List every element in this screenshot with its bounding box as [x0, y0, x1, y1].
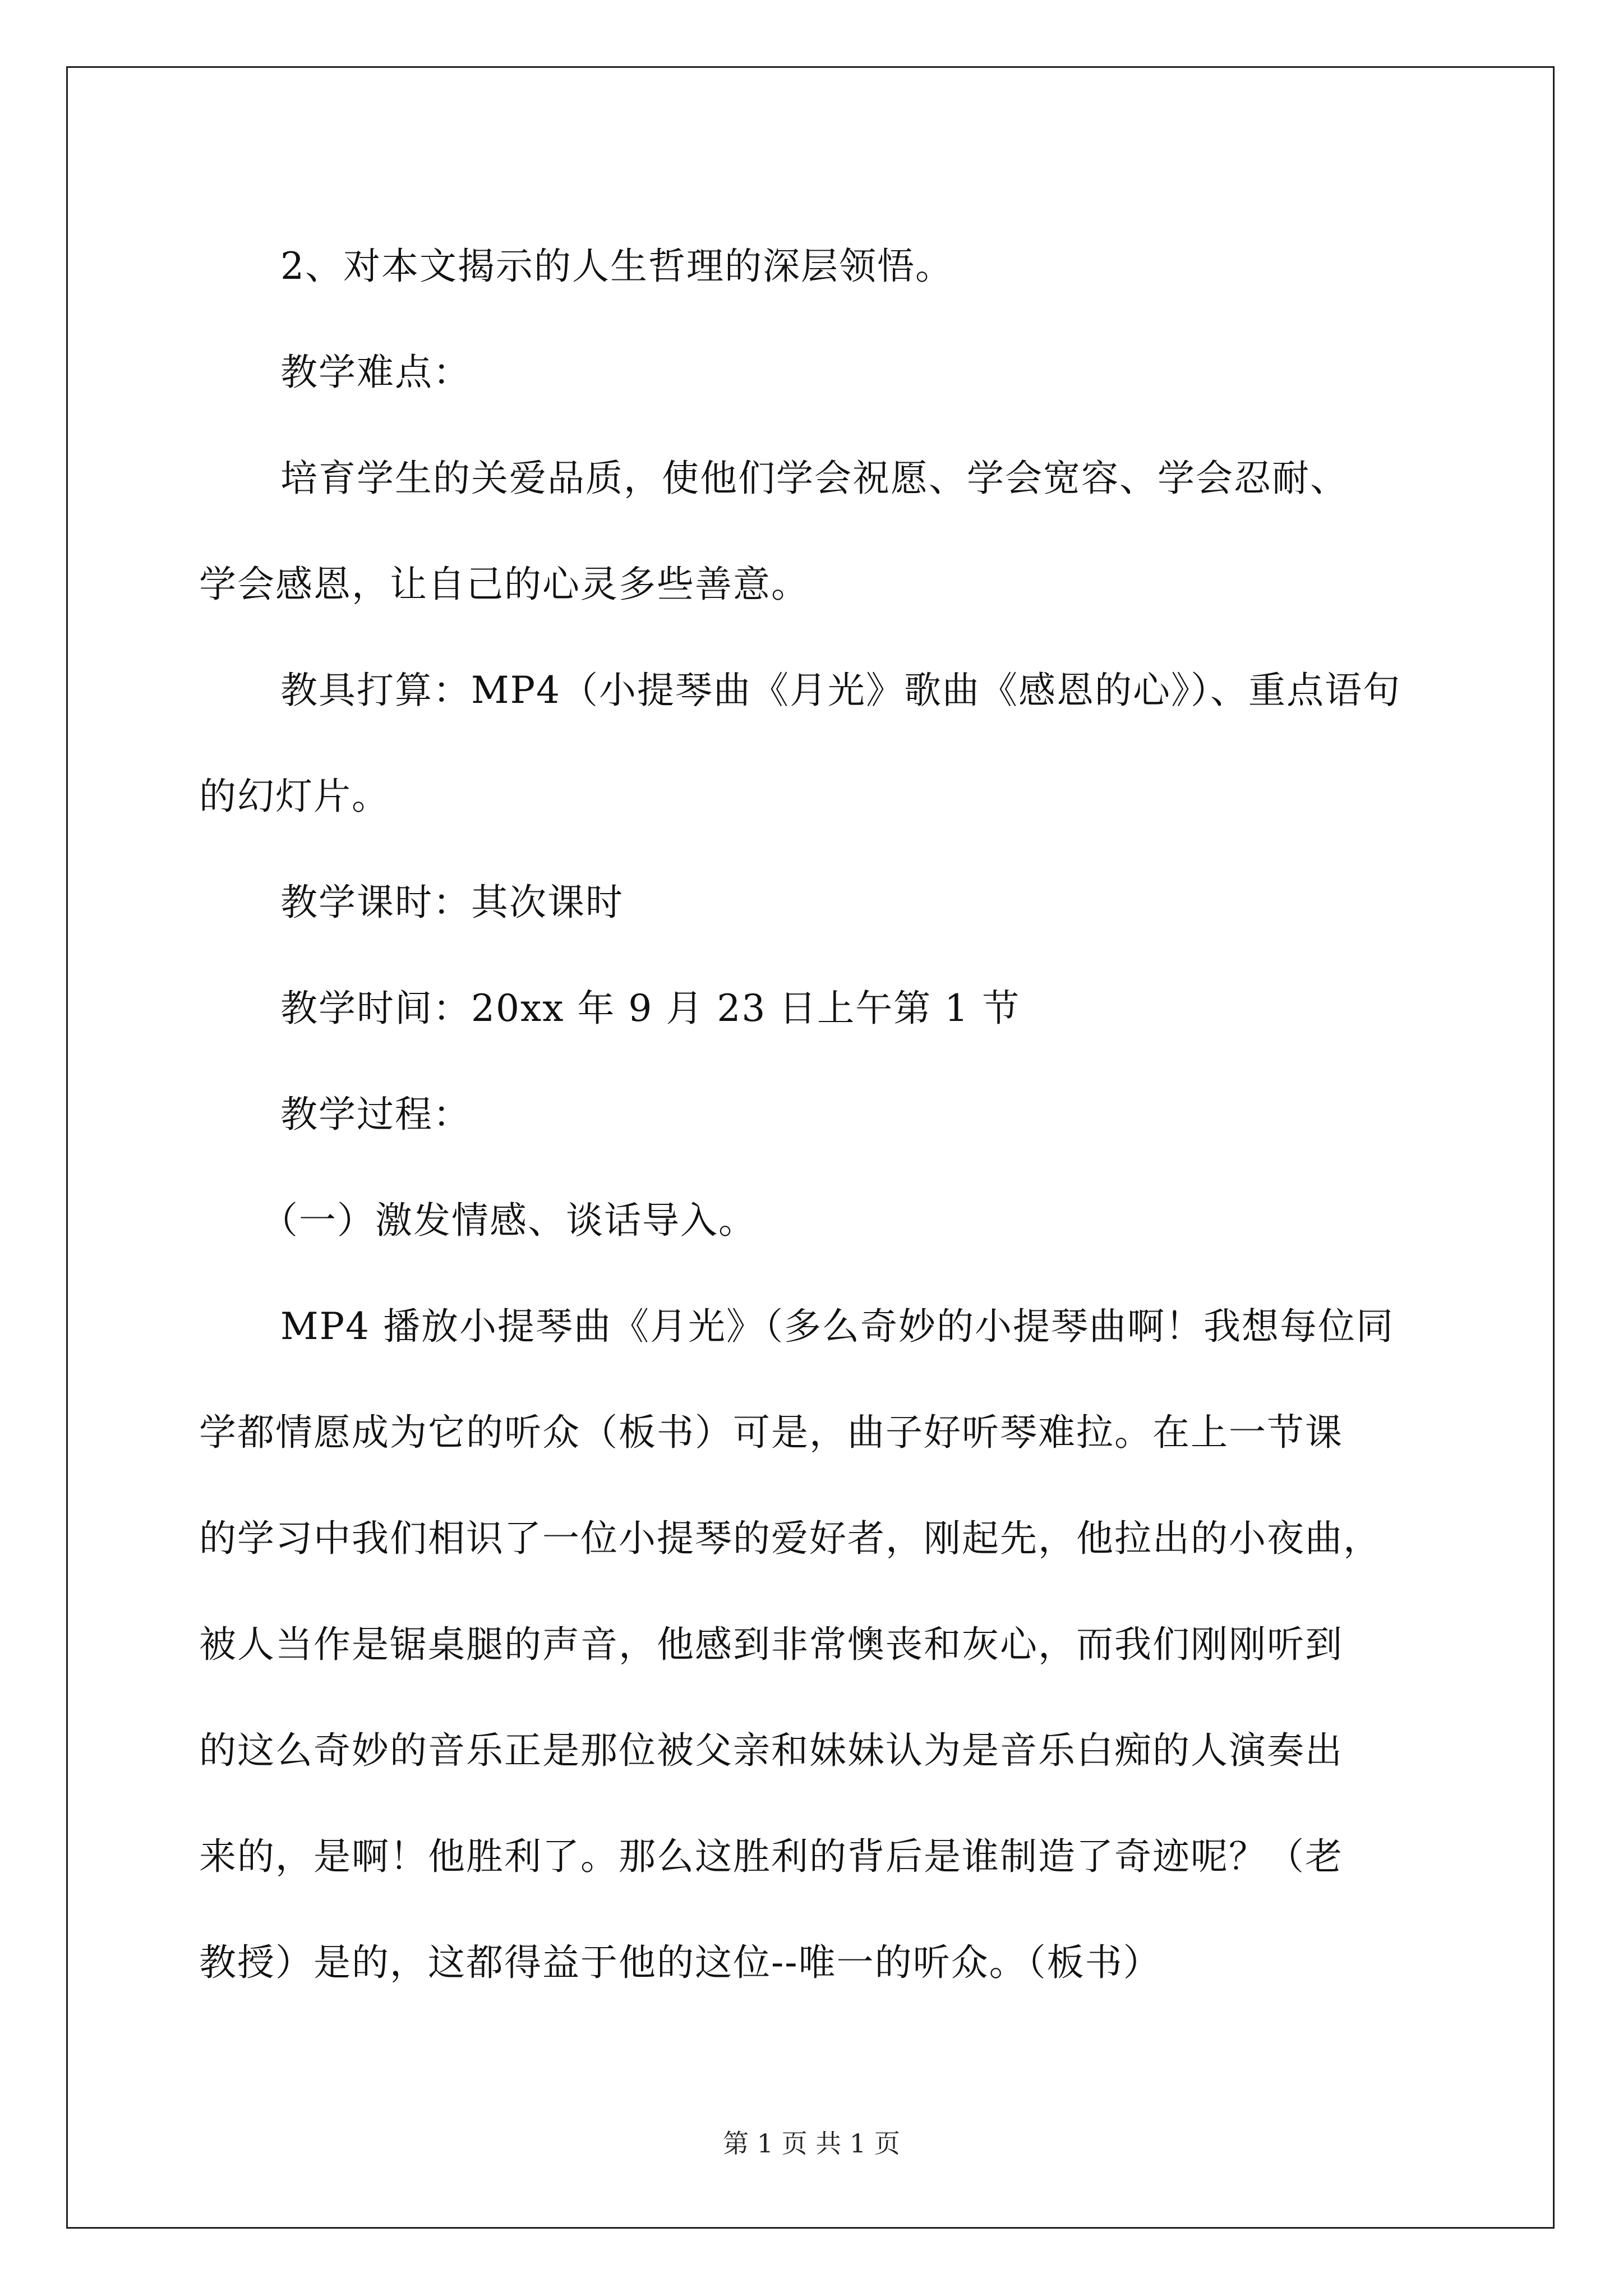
page-footer: 第 1 页 共 1 页 — [723, 2128, 900, 2159]
text-line: 来的，是啊！他胜利了。那么这胜利的背后是谁制造了奇迹呢？（老 — [199, 1835, 1343, 1878]
text-line: MP4 播放小提琴曲《月光》（多么奇妙的小提琴曲啊！我想每位同 — [280, 1305, 1394, 1348]
text-line: 教学时间：20xx 年 9 月 23 日上午第 1 节 — [280, 987, 1021, 1030]
document-body — [199, 213, 1455, 2016]
text-line: 被人当作是锯桌腿的声音，他感到非常懊丧和灰心，而我们刚刚听到 — [199, 1623, 1343, 1666]
text-line: 教学难点： — [280, 351, 471, 394]
text-line: 的这么奇妙的音乐正是那位被父亲和妹妹认为是音乐白痴的人演奏出 — [199, 1729, 1343, 1772]
text-line: 教具打算：MP4（小提琴曲《月光》歌曲《感恩的心》）、重点语句 — [280, 669, 1401, 712]
text-line: 教学过程： — [280, 1093, 471, 1136]
text-line: 培育学生的关爱品质，使他们学会祝愿、学会宽容、学会忍耐、 — [280, 457, 1348, 500]
text-line: 的学习中我们相识了一位小提琴的爱好者，刚起先，他拉出的小夜曲， — [199, 1517, 1381, 1560]
text-line: （一）激发情感、谈话导入。 — [261, 1199, 757, 1242]
text-line: 教授）是的，这都得益于他的这位--唯一的听众。（板书） — [199, 1941, 1161, 1984]
text-line: 学会感恩，让自己的心灵多些善意。 — [199, 563, 809, 606]
text-line: 学都情愿成为它的听众（板书）可是，曲子好听琴难拉。在上一节课 — [199, 1411, 1343, 1454]
text-line: 2、对本文揭示的人生哲理的深层领悟。 — [280, 245, 953, 288]
text-line: 的幻灯片。 — [199, 775, 390, 818]
text-line: 教学课时：其次课时 — [280, 881, 624, 924]
